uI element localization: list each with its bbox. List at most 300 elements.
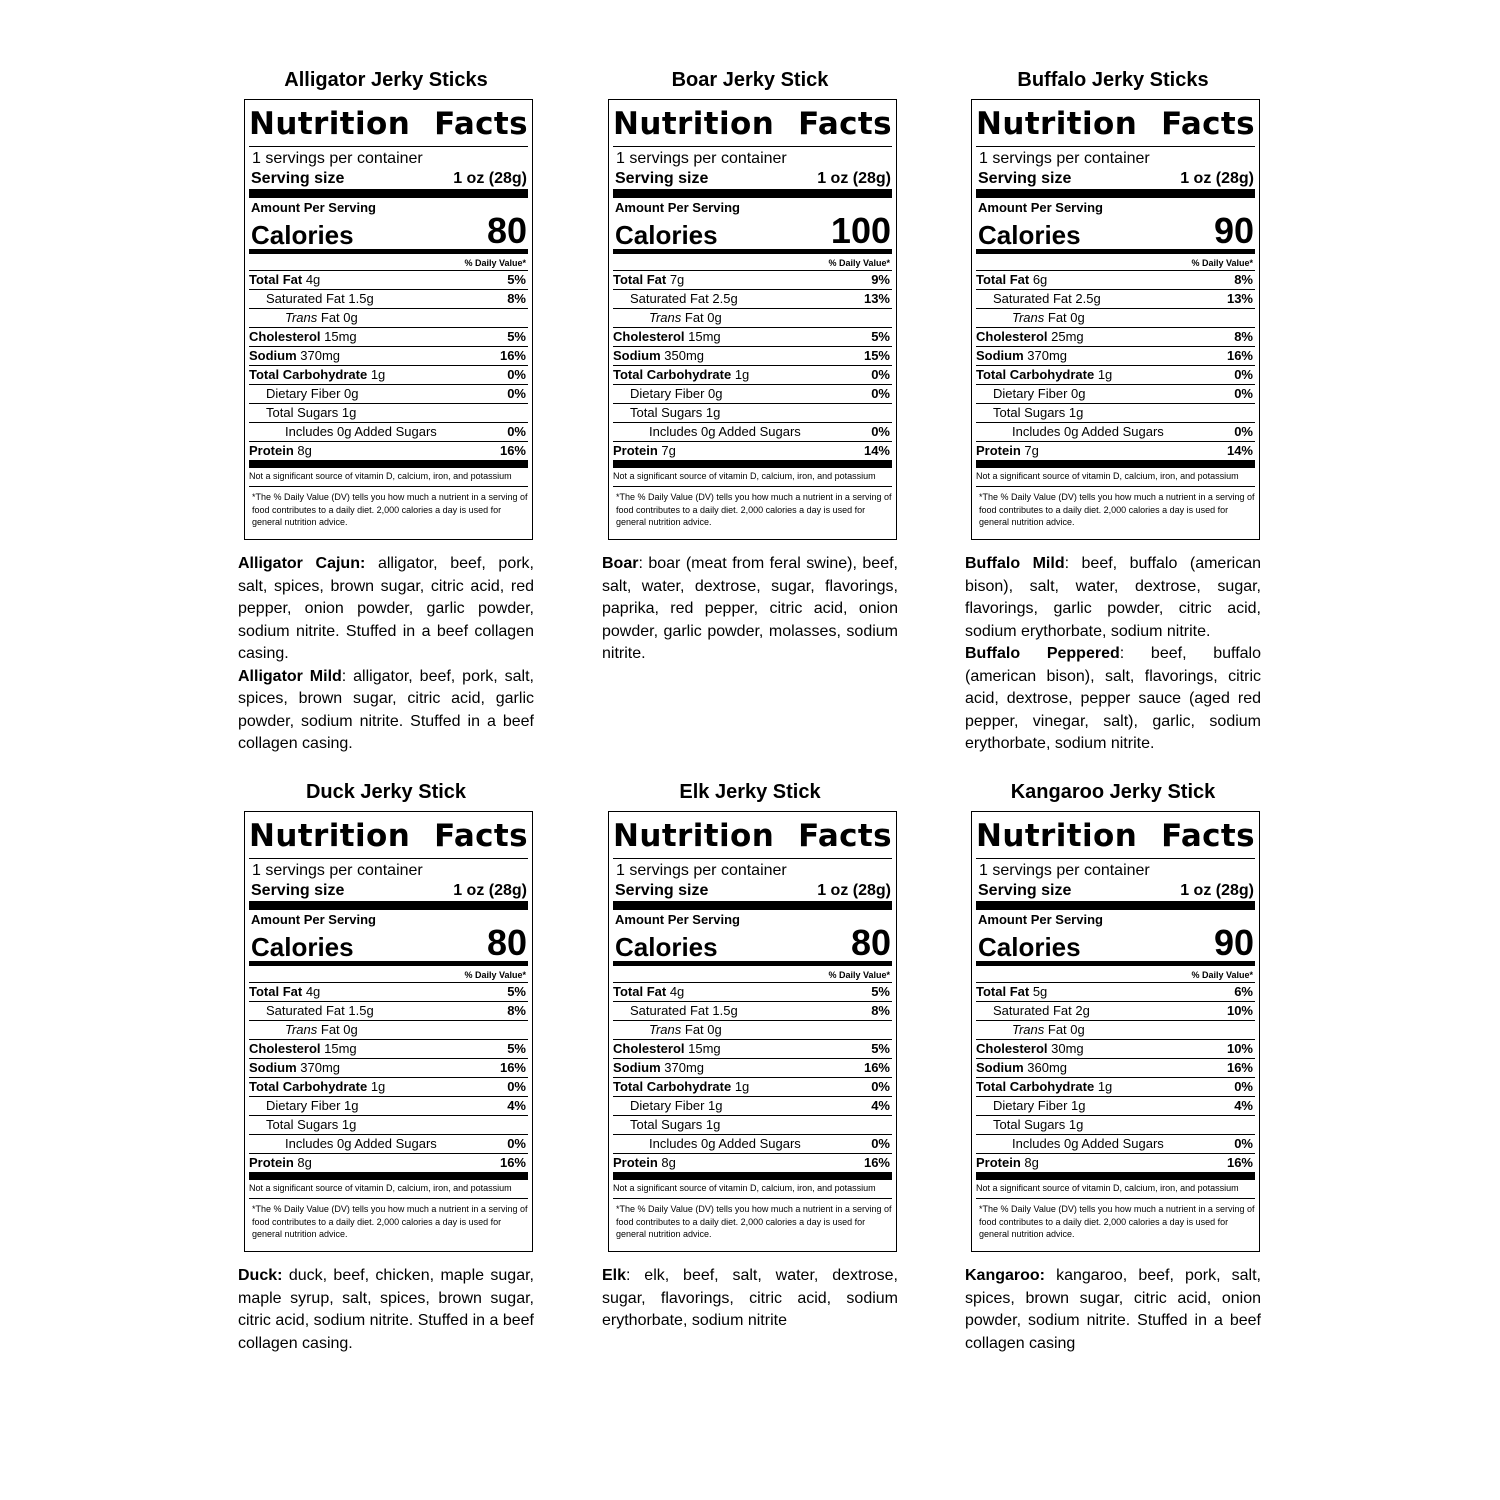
daily-value-footnote: *The % Daily Value (DV) tells you how much a nutrient in a serving of food contributes to a daily diet. 2,000 calories a day is used for general nutrition advice.	[252, 1204, 528, 1239]
ingredients-block	[602, 1265, 898, 1333]
ingredient-paragraph	[238, 1265, 534, 1355]
daily-value-percent: 0%	[1234, 386, 1253, 401]
nutrient-name	[249, 271, 320, 289]
nutrient-row	[976, 328, 1255, 347]
nutrient-row	[613, 385, 892, 404]
nutrient-amount: Includes 0g Added Sugars	[285, 1136, 437, 1151]
calories-row	[249, 922, 528, 966]
daily-value-percent: 16%	[1226, 1155, 1253, 1170]
nutrition-facts-heading	[249, 104, 528, 147]
daily-value-percent: 0%	[507, 367, 526, 382]
daily-value-percent: 0%	[871, 1136, 890, 1151]
nutrient-name	[976, 1040, 1084, 1058]
nutrient-name	[249, 309, 358, 327]
daily-value-percent: 10%	[1226, 1041, 1253, 1056]
nutrient-name	[249, 347, 340, 365]
product-panel	[238, 779, 534, 1352]
ingredient-paragraph	[965, 1265, 1261, 1355]
nutrient-amount: 1g	[367, 1079, 386, 1094]
ingredient-list: duck, beef, chicken, maple sugar, maple syrup, salt, spices, brown sugar, citric acid, sodium nitrite. Stuffed in a beef collagen casing.	[238, 1267, 534, 1352]
calories-value: 90	[1213, 210, 1254, 251]
nutrient-row	[249, 1059, 528, 1078]
nutrient-bold: Protein	[613, 1155, 658, 1170]
heading-word: Nutrition	[249, 818, 411, 854]
nutrient-amount: 25mg	[1047, 329, 1084, 344]
daily-value-percent: 16%	[499, 443, 526, 458]
nutrient-amount: 5g	[1029, 984, 1048, 999]
nutrient-italic: Trans	[649, 1022, 682, 1037]
nutrient-amount: Dietary Fiber 1g	[993, 1098, 1086, 1113]
nutrient-row	[613, 423, 892, 442]
heading-word: Facts	[1161, 106, 1255, 142]
serving-size-row	[249, 169, 528, 198]
ingredient-list: : elk, beef, salt, water, dextrose, sugar, flavorings, citric acid, sodium erythorbate, sodium nitrite	[602, 1267, 898, 1329]
servings-per-container: 1 servings per container	[616, 150, 787, 167]
nutrient-name	[613, 983, 684, 1001]
nutrient-row	[976, 1116, 1255, 1135]
nutrient-row	[249, 328, 528, 347]
nutrient-amount: Saturated Fat 1.5g	[266, 1003, 374, 1018]
nutrient-amount: 1g	[367, 367, 386, 382]
nutrient-row	[976, 271, 1255, 290]
nutrient-bold: Cholesterol	[976, 329, 1048, 344]
nutrient-amount: Fat 0g	[681, 310, 722, 325]
daily-value-percent: 16%	[1226, 1060, 1253, 1075]
daily-value-percent: 16%	[863, 1155, 890, 1170]
nutrient-name	[976, 309, 1085, 327]
daily-value-percent: 14%	[1226, 443, 1253, 458]
daily-value-percent: 0%	[871, 1079, 890, 1094]
nutrient-amount: Includes 0g Added Sugars	[285, 424, 437, 439]
nutrient-italic: Trans	[1012, 1022, 1045, 1037]
daily-value-percent: 0%	[507, 424, 526, 439]
nutrient-row	[249, 347, 528, 366]
nutrient-name	[613, 1154, 676, 1172]
nutrient-row	[976, 423, 1255, 442]
ingredient-list: : boar (meat from feral swine), beef, salt, water, dextrose, sugar, flavorings, paprika, red pepper, citric acid, onion powder, garlic powder, molasses, sodium nitrite.	[602, 555, 898, 662]
nutrition-facts-label	[608, 811, 897, 1252]
vitamins-note: Not a significant source of vitamin D, calcium, iron, and potassium	[613, 1183, 892, 1199]
nutrient-amount: 7g	[657, 443, 676, 458]
heading-word: Facts	[798, 818, 892, 854]
nutrient-name	[249, 1097, 358, 1115]
nutrient-amount: Total Sugars 1g	[993, 1117, 1084, 1132]
nutrient-bold: Total Fat	[249, 272, 303, 287]
nutrient-amount: Fat 0g	[1044, 310, 1085, 325]
nutrient-name	[249, 1002, 374, 1020]
ingredient-product-name: Boar	[602, 555, 639, 572]
calories-value: 100	[830, 210, 891, 251]
nutrient-amount: 15mg	[684, 1041, 721, 1056]
amount-per-serving: Amount Per Serving	[251, 200, 376, 215]
nutrient-row	[976, 1059, 1255, 1078]
nutrient-amount: 7g	[1020, 443, 1039, 458]
product-title: Duck Jerky Stick	[305, 781, 467, 803]
nutrient-name	[976, 366, 1112, 384]
nutrient-row	[249, 1154, 528, 1180]
calories-value: 80	[850, 922, 891, 963]
nutrient-row	[613, 442, 892, 468]
nutrient-name	[613, 366, 749, 384]
nutrient-bold: Sodium	[613, 348, 661, 363]
nutrient-amount: 350mg	[660, 348, 705, 363]
nutrient-amount: Total Sugars 1g	[630, 405, 721, 420]
serving-size-label: Serving size	[978, 170, 1072, 187]
nutrient-amount: 1g	[1094, 1079, 1113, 1094]
heading-word: Nutrition	[976, 818, 1138, 854]
nutrient-name	[249, 1078, 385, 1096]
daily-value-percent: 0%	[507, 1079, 526, 1094]
nutrient-row	[613, 1021, 892, 1040]
nutrient-amount: Fat 0g	[681, 1022, 722, 1037]
nutrient-row	[249, 1002, 528, 1021]
nutrient-row	[249, 385, 528, 404]
heading-word: Nutrition	[613, 106, 775, 142]
ingredients-block	[965, 1265, 1261, 1355]
nutrient-bold: Cholesterol	[613, 329, 685, 344]
nutrient-amount: 370mg	[296, 348, 341, 363]
nutrient-name	[976, 271, 1047, 289]
daily-value-percent: 5%	[507, 329, 526, 344]
nutrient-row	[613, 983, 892, 1002]
serving-size-value: 1 oz (28g)	[453, 882, 527, 899]
daily-value-percent	[1253, 309, 1255, 327]
nutrient-row	[976, 1002, 1255, 1021]
daily-value-percent: 5%	[507, 272, 526, 287]
nutrient-amount: Fat 0g	[1044, 1022, 1085, 1037]
nutrient-amount: Fat 0g	[317, 1022, 358, 1037]
nutrient-row	[249, 1040, 528, 1059]
product-title: Alligator Jerky Sticks	[284, 69, 488, 91]
nutrient-name	[613, 442, 676, 460]
nutrient-name	[976, 1021, 1085, 1039]
nutrient-row	[613, 290, 892, 309]
nutrient-row	[249, 1078, 528, 1097]
nutrient-name	[976, 1135, 1164, 1153]
nutrition-facts-label	[971, 99, 1260, 540]
nutrient-row	[613, 1078, 892, 1097]
daily-value-percent: 16%	[1226, 348, 1253, 363]
daily-value-percent: 10%	[1226, 1003, 1253, 1018]
daily-value-percent: 4%	[871, 1098, 890, 1113]
heading-word: Nutrition	[976, 106, 1138, 142]
nutrient-bold: Sodium	[976, 348, 1024, 363]
daily-value-percent: 0%	[871, 424, 890, 439]
nutrient-name	[976, 385, 1085, 403]
ingredient-product-name: Alligator Mild	[238, 667, 342, 685]
nutrient-name	[976, 347, 1067, 365]
nutrient-amount: Dietary Fiber 0g	[266, 386, 359, 401]
serving-size-label: Serving size	[978, 882, 1072, 899]
nutrient-amount: 8g	[293, 1155, 312, 1170]
calories-label: Calories	[251, 932, 354, 962]
nutrient-bold: Total Carbohydrate	[976, 367, 1095, 382]
nutrient-row	[249, 1021, 528, 1040]
vitamins-note: Not a significant source of vitamin D, calcium, iron, and potassium	[976, 1183, 1255, 1199]
nutrient-row	[613, 1154, 892, 1180]
nutrient-bold: Protein	[613, 443, 658, 458]
nutrient-name	[249, 385, 358, 403]
daily-value-header: % Daily Value*	[976, 257, 1255, 271]
vitamins-note: Not a significant source of vitamin D, calcium, iron, and potassium	[249, 1183, 528, 1199]
serving-size-row	[613, 169, 892, 198]
nutrient-row	[976, 309, 1255, 328]
nutrient-name	[249, 290, 374, 308]
ingredient-paragraph	[238, 553, 534, 666]
nutrient-name	[249, 442, 312, 460]
calories-row	[249, 210, 528, 254]
daily-value-percent	[890, 1116, 892, 1134]
ingredient-product-name: Buffalo Mild	[965, 555, 1065, 572]
nutrient-amount: 1g	[731, 1079, 750, 1094]
nutrient-bold: Protein	[249, 443, 294, 458]
nutrient-row	[976, 1097, 1255, 1116]
serving-size-row	[976, 169, 1255, 198]
daily-value-percent: 14%	[863, 443, 890, 458]
nutrient-row	[976, 1135, 1255, 1154]
serving-size-value: 1 oz (28g)	[817, 170, 891, 187]
nutrient-bold: Sodium	[613, 1060, 661, 1075]
nutrient-name	[976, 1116, 1083, 1134]
serving-size-label: Serving size	[251, 170, 345, 187]
nutrition-facts-heading	[613, 104, 892, 147]
heading-word: Facts	[434, 106, 528, 142]
nutrient-italic: Trans	[285, 1022, 318, 1037]
nutrient-name	[249, 1116, 356, 1134]
ingredient-paragraph	[602, 553, 898, 666]
nutrient-name	[249, 366, 385, 384]
nutrient-amount: Dietary Fiber 1g	[266, 1098, 359, 1113]
nutrient-name	[976, 1059, 1067, 1077]
daily-value-percent: 8%	[507, 291, 526, 306]
daily-value-percent: 5%	[507, 984, 526, 999]
daily-value-percent: 15%	[863, 348, 890, 363]
calories-row	[613, 210, 892, 254]
nutrient-name	[976, 290, 1101, 308]
nutrient-row	[613, 1116, 892, 1135]
servings-per-container: 1 servings per container	[979, 862, 1150, 879]
nutrient-amount: Saturated Fat 2.5g	[993, 291, 1101, 306]
nutrient-bold: Cholesterol	[249, 329, 321, 344]
nutrient-bold: Total Fat	[613, 272, 667, 287]
daily-value-percent: 0%	[1234, 367, 1253, 382]
nutrient-name	[613, 385, 722, 403]
ingredients-block	[602, 553, 898, 666]
daily-value-footnote: *The % Daily Value (DV) tells you how much a nutrient in a serving of food contributes to a daily diet. 2,000 calories a day is used for general nutrition advice.	[979, 492, 1255, 527]
nutrient-bold: Total Fat	[613, 984, 667, 999]
ingredient-paragraph	[965, 553, 1261, 643]
nutrient-row	[976, 1154, 1255, 1180]
nutrient-name	[613, 328, 721, 346]
nutrient-row	[613, 309, 892, 328]
daily-value-percent	[526, 1021, 528, 1039]
nutrient-name	[249, 1021, 358, 1039]
product-title: Kangaroo Jerky Stick	[1010, 781, 1216, 803]
nutrient-row	[613, 404, 892, 423]
heading-word: Nutrition	[613, 818, 775, 854]
nutrient-name	[976, 404, 1083, 422]
calories-label: Calories	[251, 220, 354, 250]
daily-value-percent: 16%	[863, 1060, 890, 1075]
nutrient-name	[976, 1097, 1085, 1115]
nutrition-facts-heading	[249, 816, 528, 859]
nutrient-row	[249, 1116, 528, 1135]
nutrient-row	[613, 1059, 892, 1078]
serving-size-label: Serving size	[615, 170, 709, 187]
calories-value: 80	[486, 210, 527, 251]
nutrition-facts-heading	[976, 816, 1255, 859]
servings-per-container: 1 servings per container	[616, 862, 787, 879]
daily-value-percent: 5%	[871, 984, 890, 999]
daily-value-percent: 0%	[507, 386, 526, 401]
daily-value-percent: 0%	[1234, 1079, 1253, 1094]
nutrient-italic: Trans	[1012, 310, 1045, 325]
product-panel	[965, 779, 1261, 1352]
nutrient-amount: 15mg	[320, 1041, 357, 1056]
nutrient-row	[976, 385, 1255, 404]
nutrient-amount: 8g	[1020, 1155, 1039, 1170]
nutrient-amount: Includes 0g Added Sugars	[649, 1136, 801, 1151]
calories-row	[976, 922, 1255, 966]
nutrient-name	[976, 423, 1164, 441]
product-title: Elk Jerky Stick	[679, 781, 821, 803]
nutrient-amount: Saturated Fat 2.5g	[630, 291, 738, 306]
ingredient-list: kangaroo, beef, pork, salt, spices, brown sugar, citric acid, onion powder, sodium nitrite. Stuffed in a beef collagen casing	[965, 1267, 1261, 1352]
nutrient-name	[249, 404, 356, 422]
heading-word: Nutrition	[249, 106, 411, 142]
nutrition-facts-label	[608, 99, 897, 540]
product-title: Buffalo Jerky Sticks	[1017, 69, 1209, 91]
nutrient-row	[613, 328, 892, 347]
nutrient-amount: 8g	[657, 1155, 676, 1170]
heading-word: Facts	[798, 106, 892, 142]
nutrient-name	[249, 1135, 437, 1153]
nutrient-row	[976, 290, 1255, 309]
ingredient-paragraph	[602, 1265, 898, 1333]
nutrition-facts-label	[244, 811, 533, 1252]
nutrient-amount: 4g	[302, 272, 321, 287]
serving-size-row	[613, 881, 892, 910]
nutrient-name	[613, 347, 704, 365]
ingredient-product-name: Alligator Cajun:	[238, 555, 366, 572]
nutrient-name	[613, 309, 722, 327]
amount-per-serving: Amount Per Serving	[978, 912, 1103, 927]
daily-value-percent: 0%	[1234, 424, 1253, 439]
daily-value-header: % Daily Value*	[613, 257, 892, 271]
daily-value-percent: 4%	[507, 1098, 526, 1113]
daily-value-percent: 8%	[1234, 329, 1253, 344]
calories-value: 90	[1213, 922, 1254, 963]
ingredients-block	[238, 1265, 534, 1355]
daily-value-percent: 16%	[499, 348, 526, 363]
nutrient-amount: Total Sugars 1g	[630, 1117, 721, 1132]
servings-per-container: 1 servings per container	[979, 150, 1150, 167]
nutrient-name	[976, 442, 1039, 460]
nutrient-name	[613, 1021, 722, 1039]
nutrient-bold: Sodium	[249, 1060, 297, 1075]
nutrient-amount: Saturated Fat 1.5g	[266, 291, 374, 306]
ingredient-product-name: Duck:	[238, 1267, 283, 1284]
product-title: Boar Jerky Stick	[671, 69, 829, 91]
servings-per-container: 1 servings per container	[252, 150, 423, 167]
daily-value-percent	[890, 1021, 892, 1039]
daily-value-percent	[526, 404, 528, 422]
ingredients-block	[238, 553, 534, 756]
amount-per-serving: Amount Per Serving	[615, 912, 740, 927]
daily-value-percent: 8%	[871, 1003, 890, 1018]
nutrient-amount: Fat 0g	[317, 310, 358, 325]
nutrient-name	[613, 1078, 749, 1096]
nutrient-amount: 370mg	[296, 1060, 341, 1075]
ingredient-list: : beef, buffalo (american bison), salt, flavorings, citric acid, dextrose, pepper sauce (aged red pepper, vinegar, salt), garlic, sodium erythorbate, sodium nitrite.	[965, 645, 1261, 752]
nutrient-amount: 15mg	[320, 329, 357, 344]
nutrient-name	[249, 423, 437, 441]
nutrient-bold: Total Carbohydrate	[613, 367, 732, 382]
calories-row	[976, 210, 1255, 254]
ingredient-list: alligator, beef, pork, salt, spices, brown sugar, citric acid, red pepper, onion powder, garlic powder, sodium nitrite. Stuffed in a beef collagen casing.	[238, 555, 534, 662]
daily-value-percent: 0%	[871, 386, 890, 401]
nutrient-bold: Protein	[976, 443, 1021, 458]
nutrient-bold: Total Carbohydrate	[249, 367, 368, 382]
daily-value-percent: 0%	[871, 367, 890, 382]
nutrient-row	[249, 404, 528, 423]
ingredient-list: : alligator, beef, pork, salt, spices, brown sugar, citric acid, garlic powder, sodium nitrite. Stuffed in a beef collagen casing.	[238, 667, 534, 752]
ingredient-list: : beef, buffalo (american bison), salt, water, dextrose, sugar, flavorings, garlic powder, citric acid, sodium erythorbate, sodium nitrite.	[965, 555, 1261, 640]
serving-size-row	[976, 881, 1255, 910]
daily-value-percent: 13%	[1226, 291, 1253, 306]
nutrient-amount: Includes 0g Added Sugars	[1012, 424, 1164, 439]
nutrient-name	[613, 271, 684, 289]
daily-value-percent	[890, 404, 892, 422]
daily-value-percent: 8%	[1234, 272, 1253, 287]
nutrition-facts-label	[244, 99, 533, 540]
nutrient-row	[249, 423, 528, 442]
nutrient-bold: Cholesterol	[976, 1041, 1048, 1056]
nutrient-row	[976, 404, 1255, 423]
calories-label: Calories	[615, 932, 718, 962]
nutrient-row	[249, 366, 528, 385]
nutrient-name	[976, 1002, 1090, 1020]
vitamins-note: Not a significant source of vitamin D, calcium, iron, and potassium	[249, 471, 528, 487]
nutrient-amount: 360mg	[1023, 1060, 1068, 1075]
amount-per-serving: Amount Per Serving	[978, 200, 1103, 215]
daily-value-header: % Daily Value*	[613, 969, 892, 983]
nutrient-amount: 1g	[731, 367, 750, 382]
nutrient-row	[249, 1135, 528, 1154]
product-panel	[602, 67, 898, 662]
nutrient-bold: Total Carbohydrate	[976, 1079, 1095, 1094]
vitamins-note: Not a significant source of vitamin D, calcium, iron, and potassium	[976, 471, 1255, 487]
nutrient-amount: 30mg	[1047, 1041, 1084, 1056]
serving-size-value: 1 oz (28g)	[453, 170, 527, 187]
amount-per-serving: Amount Per Serving	[251, 912, 376, 927]
heading-word: Facts	[434, 818, 528, 854]
nutrient-row	[613, 1040, 892, 1059]
nutrient-amount: Dietary Fiber 0g	[630, 386, 723, 401]
calories-value: 80	[486, 922, 527, 963]
nutrient-amount: Includes 0g Added Sugars	[649, 424, 801, 439]
nutrient-name	[976, 983, 1047, 1001]
daily-value-percent	[890, 309, 892, 327]
calories-row	[613, 922, 892, 966]
nutrient-row	[249, 442, 528, 468]
nutrient-bold: Total Fat	[976, 984, 1030, 999]
nutrient-bold: Total Carbohydrate	[249, 1079, 368, 1094]
daily-value-percent: 4%	[1234, 1098, 1253, 1113]
nutrient-name	[613, 1097, 722, 1115]
heading-word: Facts	[1161, 818, 1255, 854]
serving-size-value: 1 oz (28g)	[817, 882, 891, 899]
